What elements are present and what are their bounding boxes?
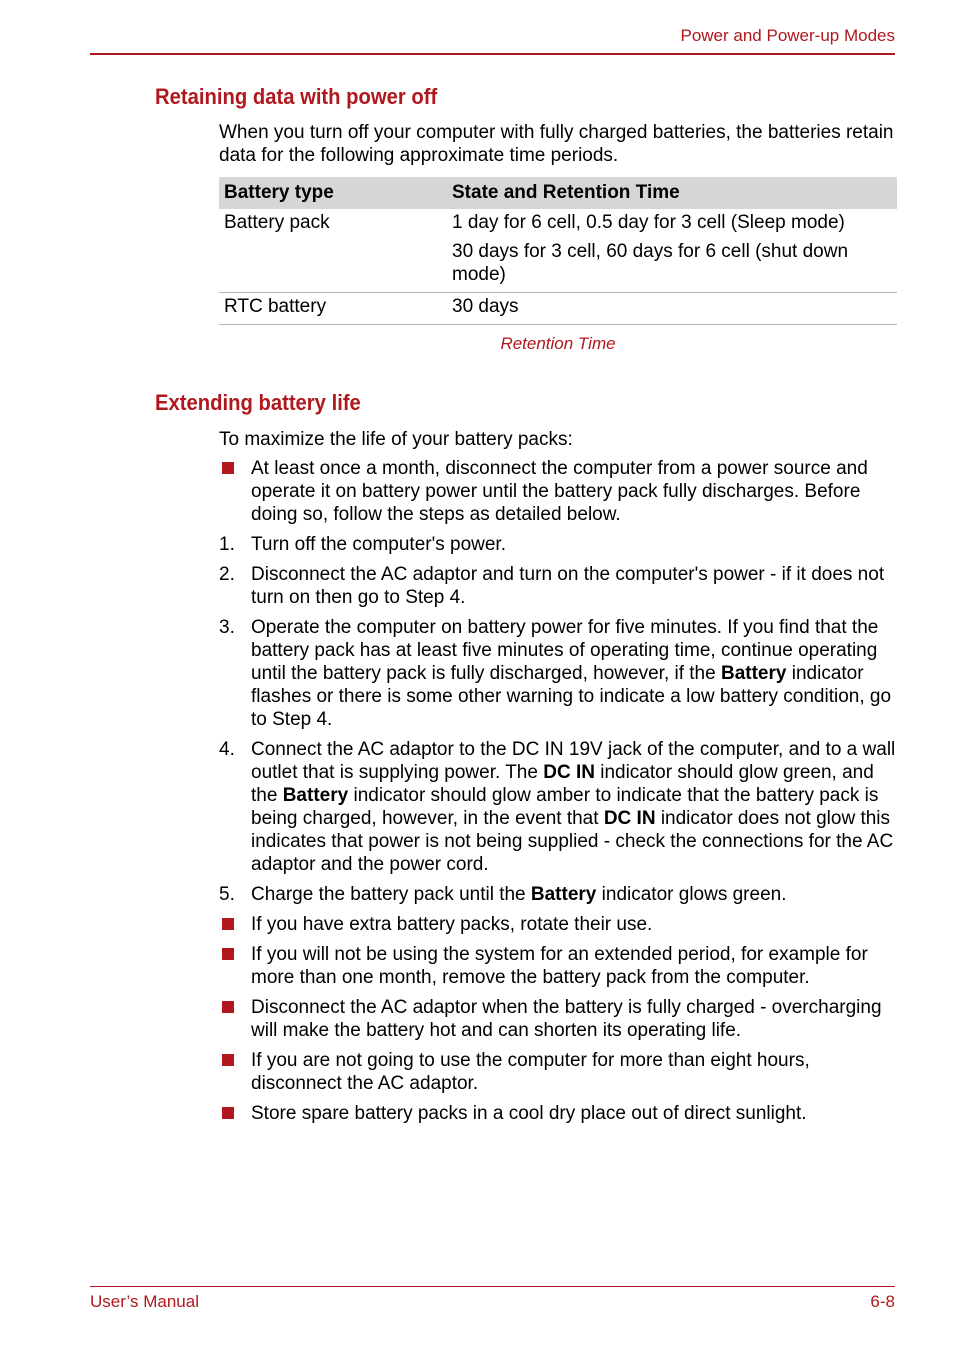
step-text: Turn off the computer's power. [251, 534, 506, 555]
bullet-item [219, 1102, 899, 1125]
bullet-item [219, 996, 899, 1042]
step-number: 5. [219, 884, 235, 905]
retention-line: 30 days for 3 cell, 60 days for 6 cell (shut down mode) [452, 241, 849, 285]
bullet-square-icon [222, 462, 234, 474]
step-text: Disconnect the AC adaptor and turn on the computer's power - if it does not turn on then go to Step 4. [251, 564, 885, 608]
battery-indicator-term: Battery [282, 785, 349, 806]
bullet-square-icon [222, 1001, 234, 1013]
battery-indicator-term: Battery [720, 663, 787, 684]
step-text [251, 884, 786, 905]
step-text-part: indicator flashes or there is some other warning to indicate a low battery condition, go to Step 4. [251, 663, 892, 730]
extending-intro: To maximize the life of your battery packs: [219, 429, 573, 450]
step-text-part: indicator should glow green, and the [251, 762, 874, 806]
table-caption: Retention Time [500, 334, 616, 353]
battery-tips-list [219, 457, 899, 1132]
step-item [219, 563, 899, 609]
section-heading-extending-battery: Extending battery life [155, 390, 361, 415]
bullet-square-icon [222, 1107, 234, 1119]
step-item [219, 533, 899, 556]
step-text-part: Connect the AC adaptor to the DC IN 19V jack of the computer, and to a wall outlet that is supplying power. The [251, 739, 896, 783]
table-cell-retention [447, 209, 897, 293]
step-number: 1. [219, 534, 235, 555]
header-divider [90, 53, 895, 55]
bullet-item [219, 943, 899, 989]
retaining-intro: When you turn off your computer with fully charged batteries, the batteries retain data for the following approximate time periods. [219, 122, 894, 166]
dc-in-indicator-term: DC IN [603, 808, 656, 829]
step-text [251, 617, 891, 730]
bullet-square-icon [222, 1054, 234, 1066]
step-text [251, 739, 895, 875]
step-number: 3. [219, 617, 235, 638]
bullet-item [219, 1049, 899, 1095]
footer-divider [90, 1286, 895, 1287]
retention-line: 30 days [452, 296, 519, 317]
step-item [219, 616, 899, 731]
page-number: 6-8 [870, 1292, 895, 1311]
bullet-square-icon [222, 918, 234, 930]
step-text-part: Operate the computer on battery power for five minutes. If you find that the battery pack has at least five minutes of operating time, continue operating until the battery pack is fully discharged, however, if the [251, 617, 879, 684]
footer-manual-title: User’s Manual [90, 1292, 199, 1311]
bullet-text: At least once a month, disconnect the computer from a power source and operate it on battery power until the battery pack fully discharges. Before doing so, follow the steps as detailed below. [251, 458, 868, 525]
step-text-part: indicator glows green. [596, 884, 787, 905]
table-cell-type: Battery pack [219, 209, 447, 293]
bullet-text: Store spare battery packs in a cool dry place out of direct sunlight. [251, 1103, 807, 1124]
step-text-part: indicator should glow amber to indicate that the battery pack is being charged, however, in the event that [251, 785, 879, 829]
dc-in-indicator-term: DC IN [543, 762, 595, 783]
table-row [219, 209, 897, 293]
bullet-text: If you have extra battery packs, rotate their use. [251, 914, 653, 935]
section-heading-retaining-data: Retaining data with power off [155, 84, 438, 109]
battery-indicator-term: Battery [530, 884, 597, 905]
step-item [219, 738, 899, 876]
bullet-square-icon [222, 948, 234, 960]
bullet-item [219, 457, 899, 526]
table-row [219, 293, 897, 325]
table-header-retention: State and Retention Time [447, 177, 897, 209]
table-cell-type: RTC battery [219, 293, 447, 325]
retention-table [219, 177, 897, 325]
retention-line: 1 day for 6 cell, 0.5 day for 3 cell (Sleep mode) [452, 212, 845, 233]
step-number: 4. [219, 739, 235, 760]
bullet-text: If you are not going to use the computer for more than eight hours, disconnect the AC adaptor. [251, 1050, 810, 1094]
step-text-part: Charge the battery pack until the [251, 884, 531, 905]
table-header-battery-type: Battery type [219, 177, 447, 209]
step-number: 2. [219, 564, 235, 585]
bullet-text: If you will not be using the system for an extended period, for example for more than one month, remove the battery pack from the computer. [251, 944, 868, 988]
bullet-item [219, 913, 899, 936]
bullet-text: Disconnect the AC adaptor when the battery is fully charged - overcharging will make the battery hot and can shorten its operating life. [251, 997, 882, 1041]
step-text-part: indicator does not glow this indicates that power is not being supplied - check the connections for the AC adaptor and the power cord. [251, 808, 894, 875]
table-cell-retention [447, 293, 897, 325]
step-item [219, 883, 899, 906]
table-header-row [219, 177, 897, 209]
running-header: Power and Power-up Modes [680, 26, 895, 45]
